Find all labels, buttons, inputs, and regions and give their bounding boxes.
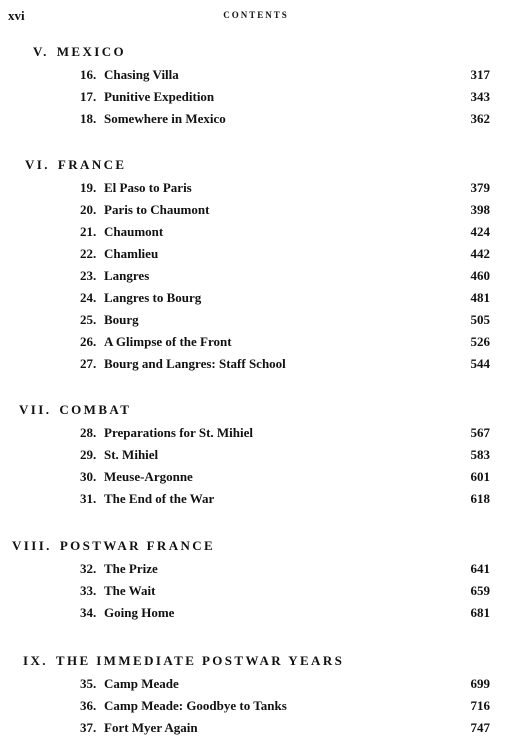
chapter-number: 25. — [80, 312, 97, 327]
chapter-title: The Prize — [104, 561, 158, 576]
chapter-page: 460 — [470, 268, 490, 283]
chapter-entry[interactable] — [0, 488, 512, 510]
chapter-page: 442 — [470, 246, 490, 261]
chapter-entry[interactable] — [0, 422, 512, 444]
chapter-number: 31. — [80, 491, 97, 506]
chapter-entry[interactable] — [0, 265, 512, 287]
chapter-list — [0, 64, 512, 130]
chapter-number: 17. — [80, 89, 97, 104]
chapter-entry[interactable] — [0, 108, 512, 130]
chapter-entry[interactable] — [0, 717, 512, 739]
page-folio: xvi — [8, 8, 25, 23]
chapter-number: 32. — [80, 561, 97, 576]
part-numeral: VIII. — [12, 538, 52, 553]
part-heading — [25, 156, 512, 174]
chapter-number: 37. — [80, 720, 97, 735]
chapter-page: 618 — [470, 491, 490, 506]
part-numeral: VII. — [19, 402, 52, 417]
chapter-title: Fort Myer Again — [104, 720, 198, 735]
part-numeral: V. — [33, 44, 49, 59]
chapter-title: Paris to Chaumont — [104, 202, 210, 217]
chapter-page: 343 — [470, 89, 490, 104]
chapter-title: Chasing Villa — [104, 67, 179, 82]
chapter-page: 317 — [470, 67, 490, 82]
part-heading — [19, 401, 512, 419]
chapter-entry[interactable] — [0, 309, 512, 331]
chapter-entry[interactable] — [0, 331, 512, 353]
chapter-number: 27. — [80, 356, 97, 371]
chapter-entry[interactable] — [0, 64, 512, 86]
chapter-page: 505 — [470, 312, 490, 327]
chapter-number: 26. — [80, 334, 97, 349]
chapter-number: 36. — [80, 698, 97, 713]
chapter-title: Going Home — [104, 605, 175, 620]
chapter-page: 379 — [470, 180, 490, 195]
part-numeral: IX. — [23, 653, 48, 668]
chapter-list — [0, 177, 512, 375]
chapter-entry[interactable] — [0, 558, 512, 580]
chapter-number: 30. — [80, 469, 97, 484]
chapter-entry[interactable] — [0, 602, 512, 624]
chapter-page: 659 — [470, 583, 490, 598]
chapter-title: Somewhere in Mexico — [104, 111, 226, 126]
chapter-page: 424 — [470, 224, 490, 239]
chapter-list — [0, 558, 512, 624]
chapter-entry[interactable] — [0, 466, 512, 488]
chapter-title: Langres to Bourg — [104, 290, 202, 305]
chapter-title: Punitive Expedition — [104, 89, 215, 104]
chapter-entry[interactable] — [0, 444, 512, 466]
chapter-entry[interactable] — [0, 673, 512, 695]
chapter-page: 544 — [470, 356, 490, 371]
chapter-title: Chamlieu — [104, 246, 159, 261]
chapter-list — [0, 422, 512, 510]
chapter-entry[interactable] — [0, 177, 512, 199]
part-title: FRANCE — [57, 157, 127, 172]
chapter-entry[interactable] — [0, 243, 512, 265]
chapter-page: 567 — [470, 425, 490, 440]
chapter-title: Camp Meade: Goodbye to Tanks — [104, 698, 287, 713]
chapter-number: 29. — [80, 447, 97, 462]
chapter-entry[interactable] — [0, 695, 512, 717]
chapter-number: 19. — [80, 180, 97, 195]
chapter-title: The End of the War — [104, 491, 215, 506]
part-heading — [12, 537, 512, 555]
chapter-page: 699 — [470, 676, 490, 691]
chapter-title: St. Mihiel — [104, 447, 159, 462]
chapter-title: Meuse-Argonne — [104, 469, 193, 484]
chapter-list — [0, 673, 512, 739]
part-title: POSTWAR FRANCE — [59, 538, 216, 553]
chapter-number: 22. — [80, 246, 97, 261]
chapter-number: 33. — [80, 583, 97, 598]
chapter-number: 35. — [80, 676, 97, 691]
part-numeral: VI. — [25, 157, 50, 172]
chapter-number: 16. — [80, 67, 97, 82]
part-heading — [33, 43, 512, 61]
chapter-page: 526 — [470, 334, 490, 349]
chapter-title: El Paso to Paris — [104, 180, 192, 195]
chapter-page: 481 — [470, 290, 490, 305]
chapter-number: 23. — [80, 268, 97, 283]
chapter-entry[interactable] — [0, 221, 512, 243]
chapter-title: Preparations for St. Mihiel — [104, 425, 254, 440]
part-heading — [23, 652, 512, 670]
chapter-title: Bourg — [104, 312, 139, 327]
chapter-page: 641 — [470, 561, 490, 576]
chapter-page: 362 — [470, 111, 490, 126]
running-head: CONTENTS — [223, 10, 289, 20]
chapter-number: 34. — [80, 605, 97, 620]
chapter-number: 18. — [80, 111, 97, 126]
chapter-title: Chaumont — [104, 224, 164, 239]
part-title: MEXICO — [56, 44, 127, 59]
chapter-page: 716 — [470, 698, 490, 713]
chapter-entry[interactable] — [0, 353, 512, 375]
chapter-entry[interactable] — [0, 86, 512, 108]
chapter-entry[interactable] — [0, 287, 512, 309]
chapter-title: Bourg and Langres: Staff School — [104, 356, 286, 371]
part-title: THE IMMEDIATE POSTWAR YEARS — [55, 653, 345, 668]
chapter-number: 20. — [80, 202, 97, 217]
chapter-title: A Glimpse of the Front — [104, 334, 232, 349]
chapter-page: 747 — [470, 720, 490, 735]
page-header — [8, 8, 504, 28]
chapter-number: 24. — [80, 290, 97, 305]
chapter-title: Langres — [104, 268, 150, 283]
chapter-page: 583 — [470, 447, 490, 462]
chapter-page: 398 — [470, 202, 490, 217]
chapter-number: 28. — [80, 425, 97, 440]
chapter-title: The Wait — [104, 583, 156, 598]
chapter-title: Camp Meade — [104, 676, 179, 691]
chapter-entry[interactable] — [0, 199, 512, 221]
chapter-page: 601 — [470, 469, 490, 484]
chapter-entry[interactable] — [0, 580, 512, 602]
chapter-page: 681 — [470, 605, 490, 620]
chapter-number: 21. — [80, 224, 97, 239]
part-title: COMBAT — [59, 402, 132, 417]
